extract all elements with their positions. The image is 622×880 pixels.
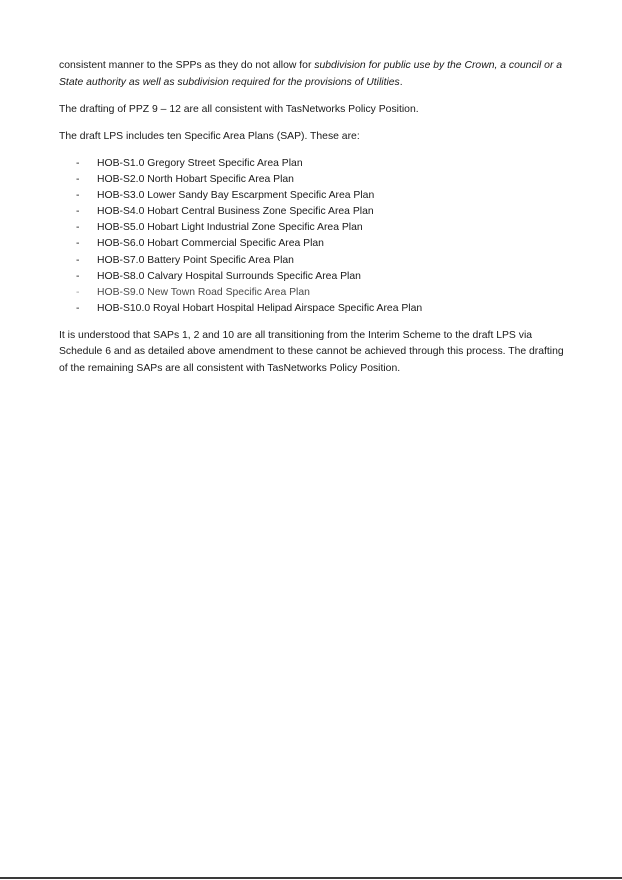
list-item-text: HOB-S4.0 Hobart Central Business Zone Specific Area Plan: [97, 206, 374, 218]
list-item: [59, 253, 569, 269]
list-item-text: HOB-S6.0 Hobart Commercial Specific Area Plan: [97, 238, 324, 250]
list-item-text: HOB-S2.0 North Hobart Specific Area Plan: [97, 173, 294, 185]
list-item: [59, 236, 569, 252]
list-item: [59, 188, 569, 204]
list-item-text: HOB-S1.0 Gregory Street Specific Area Plan: [97, 157, 303, 169]
list-item: [59, 204, 569, 220]
list-item: [59, 301, 569, 317]
paragraph-sap-transition: It is understood that SAPs 1, 2 and 10 are all transitioning from the Interim Scheme to the draft LPS via Schedule 6 and as detailed above amendment to these cannot be achieved through this process. The drafting of the remaining SAPs are all consistent with TasNetworks Policy Position.: [59, 329, 564, 374]
page-bottom-rule: [0, 877, 622, 879]
sap-list: [59, 156, 569, 318]
document-body: [59, 58, 569, 388]
dash-bullet-icon: -: [76, 173, 80, 185]
paragraph-spp-subdivision: [59, 58, 569, 91]
list-item-text: HOB-S8.0 Calvary Hospital Surrounds Specific Area Plan: [97, 270, 361, 282]
dash-bullet-icon: -: [76, 206, 80, 218]
list-item-text: HOB-S5.0 Hobart Light Industrial Zone Specific Area Plan: [97, 222, 363, 234]
dash-bullet-icon: -: [76, 287, 80, 298]
dash-bullet-icon: -: [76, 303, 80, 315]
list-item: [59, 285, 569, 301]
dash-bullet-icon: -: [76, 270, 80, 282]
list-item-text: HOB-S9.0 New Town Road Specific Area Plan: [97, 287, 310, 298]
list-item: [59, 156, 569, 172]
list-item: [59, 172, 569, 188]
dash-bullet-icon: -: [76, 254, 80, 266]
list-item-text: HOB-S3.0 Lower Sandy Bay Escarpment Specific Area Plan: [97, 189, 375, 201]
paragraph-spp-italic: subdivision for public use by the Crown, a council or a State authority as well as subdivision required for the provisions of Utilities: [59, 60, 563, 88]
dash-bullet-icon: -: [76, 157, 80, 169]
paragraph-ppz-drafting: The drafting of PPZ 9 – 12 are all consistent with TasNetworks Policy Position.: [59, 103, 419, 115]
dash-bullet-icon: -: [76, 222, 80, 234]
list-item-text: HOB-S7.0 Battery Point Specific Area Plan: [97, 254, 294, 266]
paragraph-sap-intro: The draft LPS includes ten Specific Area Plans (SAP). These are:: [59, 130, 360, 142]
list-item: [59, 269, 569, 285]
dash-bullet-icon: -: [76, 189, 80, 201]
paragraph-spp-suffix: .: [399, 76, 403, 88]
list-item: [59, 220, 569, 236]
list-item-text: HOB-S10.0 Royal Hobart Hospital Helipad Airspace Specific Area Plan: [97, 303, 423, 315]
paragraph-spp-prefix: consistent manner to the SPPs as they do not allow for: [59, 60, 315, 71]
dash-bullet-icon: -: [76, 238, 80, 250]
